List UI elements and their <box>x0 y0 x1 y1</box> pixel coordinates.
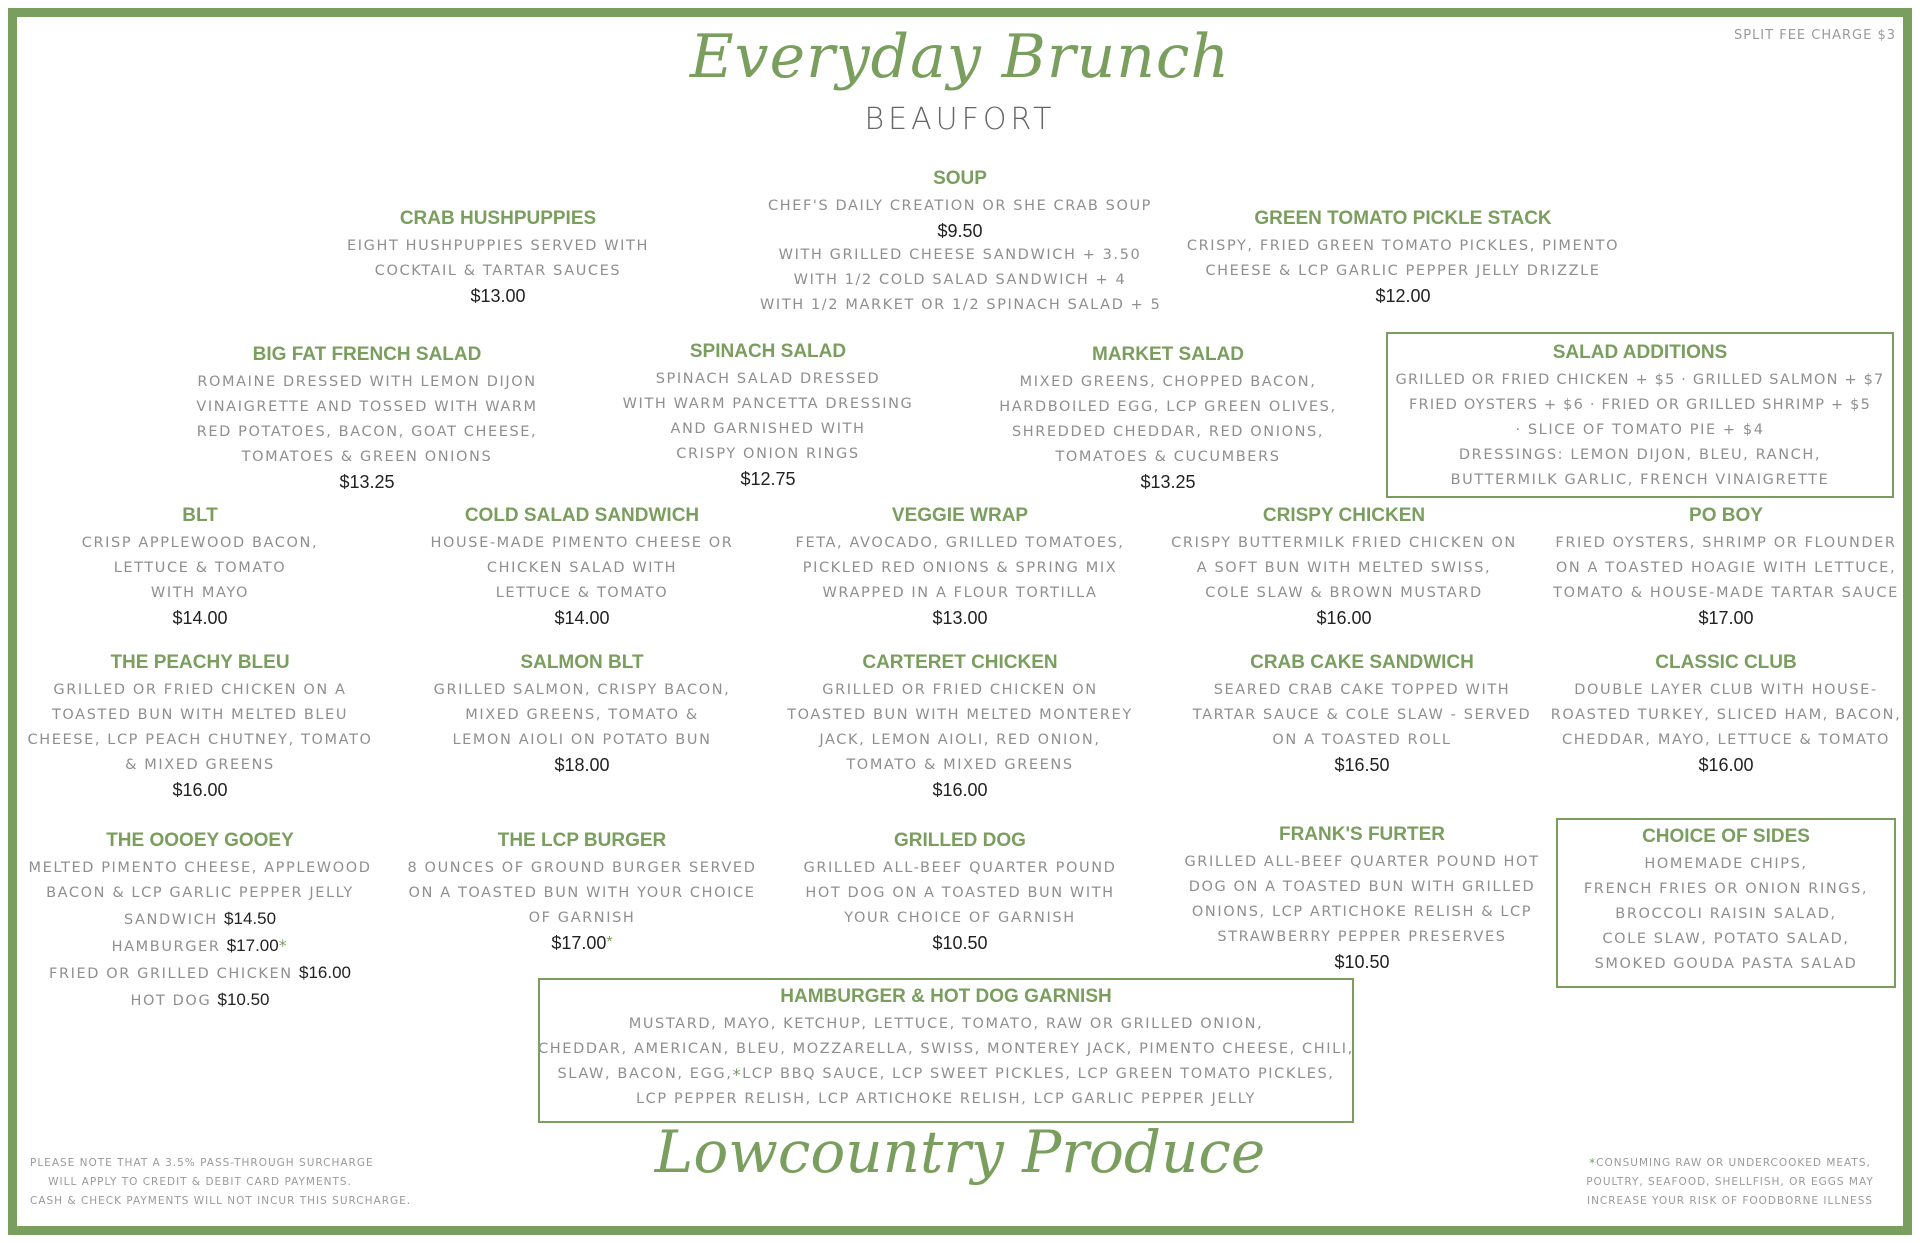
brand-title: Everyday Brunch <box>689 22 1231 92</box>
item-title: THE OOOEY GOOEY <box>106 830 294 851</box>
item-description: EIGHT HUSHPUPPIES SERVED WITH <box>346 238 650 254</box>
item-description: RED POTATOES, BACON, GOAT CHEESE, <box>196 424 538 440</box>
item-option: BROCCOLI RAISIN SALAD, <box>1615 906 1837 922</box>
item-option <box>24 933 376 960</box>
item-price: $13.00 <box>470 286 526 306</box>
item-description: HOT DOG ON A TOASTED BUN WITH <box>805 885 1115 901</box>
item-title: HAMBURGER & HOT DOG GARNISH <box>780 986 1112 1007</box>
item-description: & MIXED GREENS <box>125 757 275 773</box>
menu-item-soup <box>760 168 1160 318</box>
item-price: $18.00 <box>554 755 610 775</box>
item-description: TARTAR SAUCE & COLE SLAW - SERVED <box>1192 707 1532 723</box>
item-price: $13.25 <box>1140 472 1196 492</box>
item-description: CHICKEN SALAD WITH <box>486 560 678 576</box>
item-option: WITH 1/2 MARKET OR 1/2 SPINACH SALAD + 5 <box>760 297 1162 313</box>
item-price: $16.00 <box>1698 755 1754 775</box>
item-description: A SOFT BUN WITH MELTED SWISS, <box>1196 560 1492 576</box>
item-title: BIG FAT FRENCH SALAD <box>252 344 482 365</box>
item-title: SPINACH SALAD <box>689 341 847 362</box>
surcharge-line: WILL APPLY TO CREDIT & DEBIT CARD PAYMENTS. <box>48 1176 352 1188</box>
item-description: TOASTED BUN WITH MELTED MONTEREY <box>787 707 1133 723</box>
item-title: GRILLED DOG <box>894 830 1026 851</box>
item-description: HARDBOILED EGG, LCP GREEN OLIVES, <box>999 399 1337 415</box>
item-description: AND GARNISHED WITH <box>670 421 866 437</box>
item-description: HOUSE-MADE PIMENTO CHEESE OR <box>430 535 734 551</box>
warning-text: CONSUMING RAW OR UNDERCOOKED MEATS, <box>1596 1157 1871 1169</box>
menu-item-crab-hushpuppies <box>318 208 678 308</box>
item-title: CRAB CAKE SANDWICH <box>1250 652 1474 673</box>
item-description: CRISPY BUTTERMILK FRIED CHICKEN ON <box>1171 535 1517 551</box>
item-description: LETTUCE & TOMATO <box>113 560 287 576</box>
item-title: SOUP <box>933 168 987 189</box>
item-title: CRAB HUSHPUPPIES <box>399 208 597 229</box>
item-title: THE LCP BURGER <box>497 830 667 851</box>
menu-item-garnish <box>538 986 1354 1112</box>
item-description: DOUBLE LAYER CLUB WITH HOUSE- <box>1574 682 1878 698</box>
item-title: CARTERET CHICKEN <box>862 652 1058 673</box>
item-description: TOASTED BUN WITH MELTED BLEU <box>51 707 349 723</box>
item-description: JACK, LEMON AIOLI, RED ONION, <box>819 732 1101 748</box>
menu-item-po-boy <box>1548 505 1904 630</box>
item-description: 8 OUNCES OF GROUND BURGER SERVED <box>407 860 757 876</box>
item-option: LCP PEPPER RELISH, LCP ARTICHOKE RELISH, LCP GARLIC PEPPER JELLY <box>635 1091 1257 1107</box>
item-price: $13.25 <box>339 472 395 492</box>
menu-item-peachy-bleu <box>24 652 376 802</box>
item-title: BLT <box>182 505 218 526</box>
item-description: OF GARNISH <box>528 910 636 926</box>
item-title: FRANK'S FURTER <box>1278 824 1445 845</box>
item-option: · SLICE OF TOMATO PIE + $4 <box>1515 422 1765 438</box>
item-price: $16.00 <box>172 780 228 800</box>
warning-line <box>1580 1154 1880 1173</box>
item-description: GRILLED ALL-BEEF QUARTER POUND HOT <box>1184 854 1540 870</box>
option-price: $17.00 <box>226 936 279 955</box>
item-description: FRIED OYSTERS, SHRIMP OR FLOUNDER <box>1555 535 1897 551</box>
menu-item-lcp-burger <box>404 830 760 955</box>
item-price: $13.00 <box>932 608 988 628</box>
option-label: FRIED OR GRILLED CHICKEN <box>49 966 293 982</box>
menu-item-classic-club <box>1548 652 1904 777</box>
split-fee-note: SPLIT FEE CHARGE $3 <box>1733 28 1896 43</box>
item-description: MIXED GREENS, TOMATO & <box>465 707 699 723</box>
item-title: SALAD ADDITIONS <box>1552 342 1728 363</box>
option-price: $14.50 <box>224 909 277 928</box>
item-title: MARKET SALAD <box>1092 344 1244 365</box>
item-price: $16.50 <box>1334 755 1390 775</box>
option-label: HOT DOG <box>130 993 212 1009</box>
item-description: BACON & LCP GARLIC PEPPER JELLY <box>46 885 354 901</box>
menu-item-green-tomato-pickle-stack <box>1178 208 1628 308</box>
item-option: BUTTERMILK GARLIC, FRENCH VINAIGRETTE <box>1450 472 1830 488</box>
item-description: YOUR CHOICE OF GARNISH <box>844 910 1076 926</box>
item-description: CHEESE, LCP PEACH CHUTNEY, TOMATO <box>27 732 373 748</box>
option-label: SANDWICH <box>123 912 218 928</box>
item-price: $12.75 <box>740 469 796 489</box>
item-description: CRISPY, FRIED GREEN TOMATO PICKLES, PIMENTO <box>1186 238 1620 254</box>
item-description: VINAIGRETTE AND TOSSED WITH WARM <box>196 399 538 415</box>
item-description: WITH MAYO <box>150 585 250 601</box>
menu-item-blt <box>40 505 360 630</box>
item-option: CHEDDAR, AMERICAN, BLEU, MOZZARELLA, SWISS, MONTEREY JACK, PIMENTO CHEESE, CHILI, <box>538 1041 1354 1057</box>
menu-item-market-salad <box>988 344 1348 494</box>
item-title: SALMON BLT <box>520 652 644 673</box>
price-value: $17.00 <box>551 933 607 953</box>
item-title: CLASSIC CLUB <box>1655 652 1797 673</box>
asterisk-icon: * <box>606 934 613 951</box>
menu-item-crispy-chicken <box>1168 505 1520 630</box>
item-description: ON A TOASTED HOAGIE WITH LETTUCE, <box>1555 560 1897 576</box>
item-description: CHEDDAR, MAYO, LETTUCE & TOMATO <box>1561 732 1891 748</box>
item-description: ROASTED TURKEY, SLICED HAM, BACON, <box>1550 707 1902 723</box>
item-option: MUSTARD, MAYO, KETCHUP, LETTUCE, TOMATO, RAW OR GRILLED ONION, <box>628 1016 1264 1032</box>
item-description: ON A TOASTED BUN WITH YOUR CHOICE <box>408 885 756 901</box>
item-price: $17.00 <box>1698 608 1754 628</box>
menu-item-salmon-blt <box>412 652 752 777</box>
item-option: FRIED OYSTERS + $6 · FRIED OR GRILLED SHRIMP + $5 <box>1409 397 1871 413</box>
item-description: ON A TOASTED ROLL <box>1272 732 1452 748</box>
item-description: PICKLED RED ONIONS & SPRING MIX <box>802 560 1118 576</box>
item-option: HOMEMADE CHIPS, <box>1644 856 1808 872</box>
item-option <box>24 906 376 933</box>
menu-item-carteret-chicken <box>780 652 1140 802</box>
item-title: VEGGIE WRAP <box>891 505 1029 526</box>
brand-location: BEAUFORT <box>864 102 1056 137</box>
item-description: GRILLED SALMON, CRISPY BACON, <box>433 682 731 698</box>
asterisk-icon: * <box>732 1065 743 1084</box>
item-description: CRISP APPLEWOOD BACON, <box>81 535 319 551</box>
item-description: CHEF'S DAILY CREATION OR SHE CRAB SOUP <box>767 198 1153 214</box>
warning-line: INCREASE YOUR RISK OF FOODBORNE ILLNESS <box>1586 1195 1874 1207</box>
item-description: FETA, AVOCADO, GRILLED TOMATOES, <box>795 535 1125 551</box>
item-description: WITH WARM PANCETTA DRESSING <box>622 396 914 412</box>
item-description: WRAPPED IN A FLOUR TORTILLA <box>822 585 1098 601</box>
item-option: COLE SLAW, POTATO SALAD, <box>1602 931 1850 947</box>
item-description: TOMATO & HOUSE-MADE TARTAR SAUCE <box>1553 585 1899 601</box>
item-option <box>24 960 376 987</box>
menu-item-ooey-gooey <box>24 830 376 1014</box>
item-description: SHREDDED CHEDDAR, RED ONIONS, <box>1011 424 1325 440</box>
asterisk-icon: * <box>278 936 289 955</box>
surcharge-line: PLEASE NOTE THAT A 3.5% PASS-THROUGH SURCHARGE <box>30 1157 374 1169</box>
item-option: WITH 1/2 COLD SALAD SANDWICH + 4 <box>793 272 1127 288</box>
surcharge-line: CASH & CHECK PAYMENTS WILL NOT INCUR THIS SURCHARGE. <box>30 1195 412 1207</box>
item-option: GRILLED OR FRIED CHICKEN + $5 · GRILLED SALMON + $7 <box>1395 372 1885 388</box>
item-description: SPINACH SALAD DRESSED <box>655 371 881 387</box>
item-price <box>404 931 760 955</box>
food-safety-warning <box>1580 1154 1880 1211</box>
garnish-text: LCP BBQ SAUCE, LCP SWEET PICKLES, LCP GREEN TOMATO PICKLES, <box>742 1066 1335 1082</box>
menu-item-franks-furter <box>1182 824 1542 974</box>
item-description: GRILLED ALL-BEEF QUARTER POUND <box>803 860 1117 876</box>
item-description: GRILLED OR FRIED CHICKEN ON A <box>53 682 347 698</box>
item-description: STRAWBERRY PEPPER PRESERVES <box>1217 929 1507 945</box>
item-description: LETTUCE & TOMATO <box>495 585 669 601</box>
menu-item-big-fat-french-salad <box>187 344 547 494</box>
item-description: CRISPY ONION RINGS <box>676 446 860 462</box>
item-description: COLE SLAW & BROWN MUSTARD <box>1205 585 1483 601</box>
item-price: $16.00 <box>1316 608 1372 628</box>
item-price: $10.50 <box>932 933 988 953</box>
item-option <box>538 1062 1354 1087</box>
warning-line: POULTRY, SEAFOOD, SHELLFISH, OR EGGS MAY <box>1586 1176 1874 1188</box>
item-description: ROMAINE DRESSED WITH LEMON DIJON <box>197 374 537 390</box>
item-price: $9.50 <box>937 221 983 241</box>
item-title: CRISPY CHICKEN <box>1262 505 1426 526</box>
item-price: $12.00 <box>1375 286 1431 306</box>
garnish-text: SLAW, BACON, EGG, <box>557 1066 733 1082</box>
menu-item-cold-salad-sandwich <box>412 505 752 630</box>
item-price: $16.00 <box>932 780 988 800</box>
item-description: TOMATO & MIXED GREENS <box>846 757 1074 773</box>
lowcountry-produce-logo: Lowcountry Produce <box>654 1118 1266 1186</box>
item-description: LEMON AIOLI ON POTATO BUN <box>452 732 712 748</box>
item-description: MELTED PIMENTO CHEESE, APPLEWOOD <box>28 860 372 876</box>
item-description: ONIONS, LCP ARTICHOKE RELISH & LCP <box>1191 904 1533 920</box>
menu-item-crab-cake-sandwich <box>1182 652 1542 777</box>
item-description: CHEESE & LCP GARLIC PEPPER JELLY DRIZZLE <box>1205 263 1601 279</box>
item-description: SEARED CRAB CAKE TOPPED WITH <box>1213 682 1511 698</box>
menu-item-veggie-wrap <box>790 505 1130 630</box>
item-title: COLD SALAD SANDWICH <box>464 505 700 526</box>
item-option: SMOKED GOUDA PASTA SALAD <box>1594 956 1858 972</box>
menu-item-grilled-dog <box>790 830 1130 955</box>
option-price: $16.00 <box>298 963 351 982</box>
menu-item-salad-additions <box>1386 342 1894 493</box>
item-description: MIXED GREENS, CHOPPED BACON, <box>1019 374 1317 390</box>
item-price: $10.50 <box>1334 952 1390 972</box>
item-description: COCKTAIL & TARTAR SAUCES <box>374 263 622 279</box>
item-option: WITH GRILLED CHEESE SANDWICH + 3.50 <box>778 247 1142 263</box>
item-price: $14.00 <box>172 608 228 628</box>
item-title: GREEN TOMATO PICKLE STACK <box>1254 208 1552 229</box>
item-option: FRENCH FRIES OR ONION RINGS, <box>1583 881 1869 897</box>
item-description: GRILLED OR FRIED CHICKEN ON <box>822 682 1098 698</box>
menu-item-choice-of-sides <box>1556 826 1896 977</box>
item-price: $14.00 <box>554 608 610 628</box>
item-title: CHOICE OF SIDES <box>1642 826 1810 847</box>
item-title: THE PEACHY BLEU <box>110 652 290 673</box>
item-description: DOG ON A TOASTED BUN WITH GRILLED <box>1188 879 1536 895</box>
item-description: TOMATOES & CUCUMBERS <box>1055 449 1281 465</box>
item-title: PO BOY <box>1689 505 1763 526</box>
item-option <box>24 987 376 1014</box>
menu-item-spinach-salad <box>598 341 938 491</box>
option-price: $10.50 <box>217 990 270 1009</box>
item-option: DRESSINGS: LEMON DIJON, BLEU, RANCH, <box>1458 447 1822 463</box>
item-description: TOMATOES & GREEN ONIONS <box>241 449 493 465</box>
asterisk-icon: * <box>1589 1156 1597 1170</box>
option-label: HAMBURGER <box>111 939 221 955</box>
